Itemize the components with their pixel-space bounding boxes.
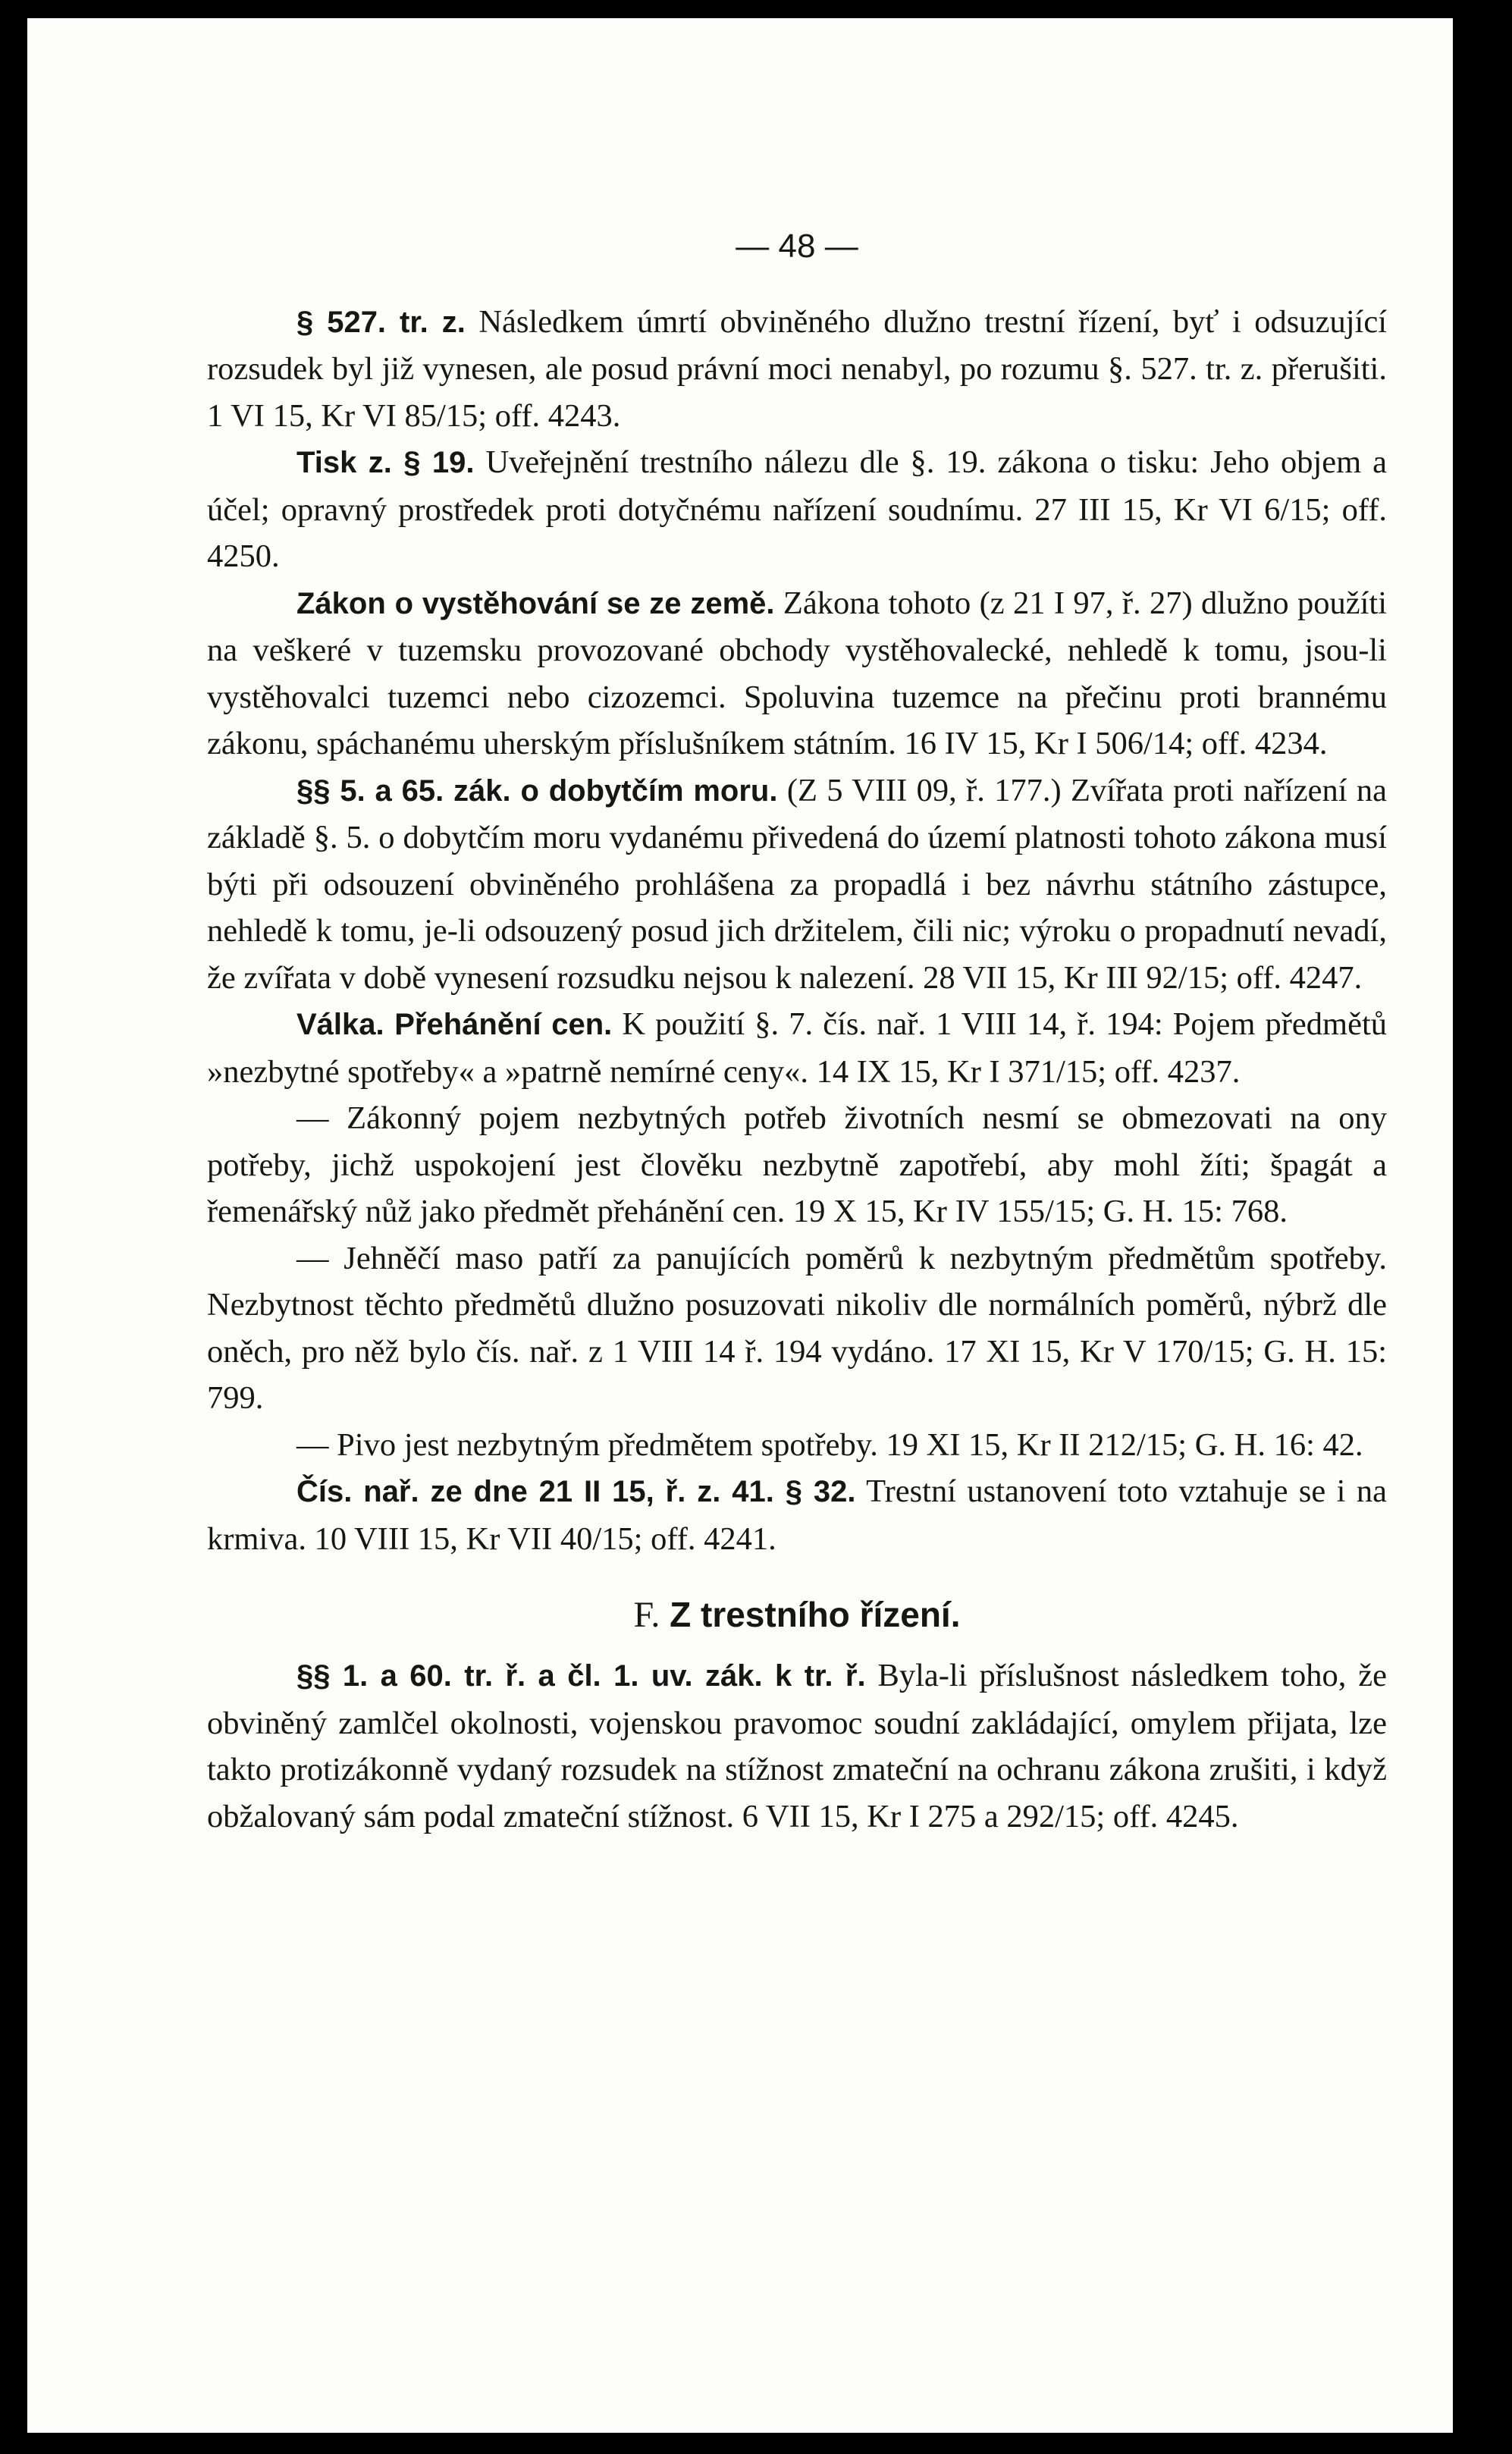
paragraph-text: — Jehněčí maso patří za panujících poměrů k nezbytným předmětům spotřeby. Nezbytnost těchto předmětů dlužno posuzovati nikoliv dle normálních poměrů, nýbrž dle oněch, pro něž bylo čís. nař. z 1 VIII 14 ř. 194 vydáno. 17 XI 15, Kr V 170/15; G. H. 15: 799. [207, 1240, 1387, 1416]
paragraph-5 [207, 1001, 1387, 1095]
section-heading [207, 1588, 1387, 1642]
paragraph-text: Byla-li příslušnost následkem toho, že obviněný zamlčel okolnosti, vojenskou pravomoc soudní zakládající, omylem přijata, lze takto protizákonně vydaný rozsudek na stížnost zmateční na ochranu zákona zrušiti, i když obžalovaný sám podal zmateční stížnost. 6 VII 15, Kr I 275 a 292/15; off. 4245. [207, 1658, 1388, 1834]
text-column [207, 223, 1387, 1840]
paragraph-9 [207, 1468, 1387, 1562]
paragraph-text: Zákona tohoto (z 21 I 97, ř. 27) dlužno použíti na veškeré v tuzemsku provozované obchody vystěhovalecké, nehledě k tomu, jsou-li vystěhovalci tuzemci nebo cizozemci. Spoluvina tuzemce na přečinu proti brannému zákonu, spáchanému uherským příslušníkem státním. 16 IV 15, Kr I 506/14; off. 4234. [207, 585, 1387, 761]
paragraph-8 [207, 1422, 1387, 1469]
paragraph-1 [207, 299, 1387, 440]
section-paragraph-1 [207, 1652, 1387, 1840]
paragraph-heading: § 527. tr. z. [296, 305, 466, 339]
paragraph-text: Následkem úmrtí obviněného dlužno trestní řízení, byť i odsuzující rozsudek byl již vynesen, ale posud právní moci nenabyl, po rozumu §. 527. tr. z. přerušiti. 1 VI 15, Kr VI 85/15; off. 4243. [207, 303, 1388, 434]
section-title: Z trestního řízení. [670, 1595, 961, 1634]
paragraph-heading: §§ 5. a 65. zák. o dobytčím moru. [296, 774, 778, 808]
paragraph-heading: Čís. nař. ze dne 21 II 15, ř. z. 41. § 32. [296, 1475, 856, 1508]
paragraph-6 [207, 1095, 1387, 1235]
paragraph-7 [207, 1235, 1387, 1422]
paragraph-heading: Tisk z. § 19. [296, 446, 475, 479]
paragraph-heading: Zákon o vystěhování se ze země. [296, 586, 775, 620]
paragraph-text: — Zákonný pojem nezbytných potřeb životních nesmí se obmezovati na ony potřeby, jichž uspokojení jest člověku nezbytně zapotřebí, aby mohl žíti; špagát a řemenářský nůž jako předmět přehánění cen. 19 X 15, Kr IV 155/15; G. H. 15: 768. [207, 1100, 1387, 1229]
paragraph-3 [207, 580, 1387, 767]
paragraph-text: — Pivo jest nezbytným předmětem spotřeby. 19 XI 15, Kr II 212/15; G. H. 16: 42. [296, 1426, 1363, 1463]
paragraph-text: K použití §. 7. čís. nař. 1 VIII 14, ř. 194: Pojem předmětů »nezbytné spotřeby« a »patrně nemírné ceny«. 14 IX 15, Kr I 371/15; off. 4237. [207, 1006, 1387, 1090]
paragraph-text: Uveřejnění trestního nálezu dle §. 19. zákona o tisku: Jeho objem a účel; opravný prostředek proti dotyčnému nařízení soudnímu. 27 III 15, Kr VI 6/15; off. 4250. [207, 444, 1388, 574]
document-page [27, 18, 1453, 2433]
section-letter: F. [633, 1595, 660, 1635]
page-number: — 48 — [736, 228, 858, 265]
paragraph-heading: Válka. Přehánění cen. [296, 1008, 613, 1041]
paragraph-4 [207, 767, 1387, 1002]
paragraph-text: Trestní ustanovení toto vztahuje se i na krmiva. 10 VIII 15, Kr VII 40/15; off. 4241. [207, 1473, 1387, 1557]
paragraph-2 [207, 439, 1387, 580]
paragraph-heading: §§ 1. a 60. tr. ř. a čl. 1. uv. zák. k tr. ř. [296, 1659, 866, 1693]
paragraph-text: (Z 5 VIII 09, ř. 177.) Zvířata proti nařízení na základě §. 5. o dobytčím moru vydanému přivedená do území platnosti tohoto zákona musí býti při odsouzení obviněného prohlášena za propadlá i bez návrhu státního zástupce, nehledě k tomu, je-li odsouzený posud jich držitelem, čili nic; výroku o propadnutí nevadí, že zvířata v době vynesení rozsudku nejsou k nalezení. 28 VII 15, Kr III 92/15; off. 4247. [207, 772, 1388, 996]
